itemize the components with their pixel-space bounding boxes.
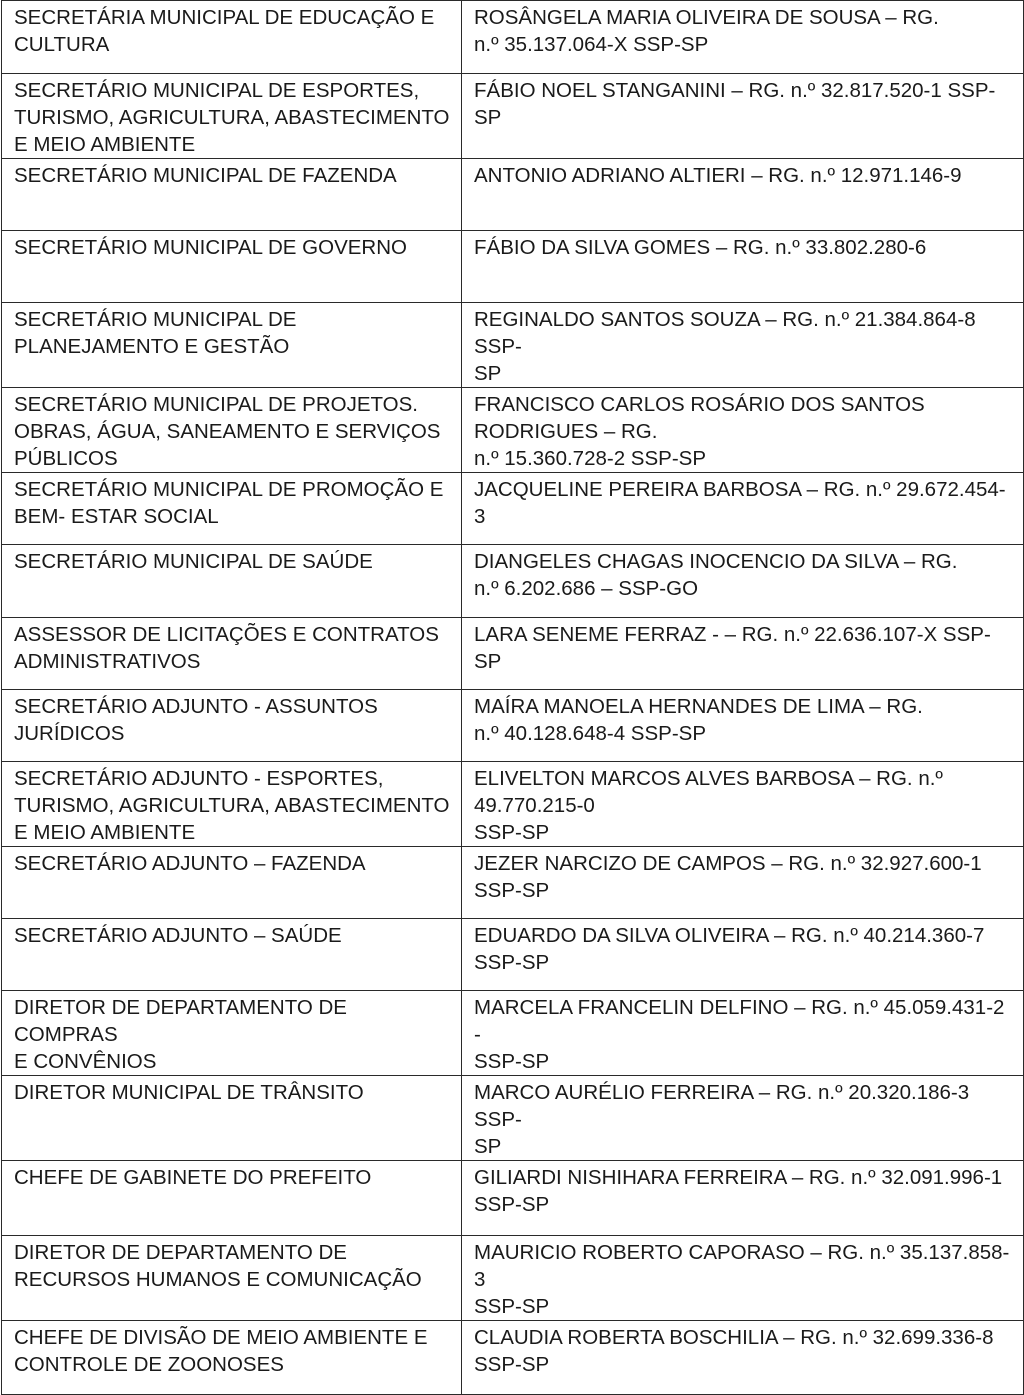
role-cell: SECRETÁRIO MUNICIPAL DE FAZENDA bbox=[2, 159, 462, 231]
table-row bbox=[2, 1161, 1024, 1236]
appointee-cell: ANTONIO ADRIANO ALTIERI – RG. n.º 12.971.146-9 bbox=[462, 159, 1024, 231]
role-cell: CHEFE DE DIVISÃO DE MEIO AMBIENTE E CONTROLE DE ZOONOSES bbox=[2, 1321, 462, 1395]
table-row bbox=[2, 1321, 1024, 1395]
table-row bbox=[2, 762, 1024, 847]
table-row bbox=[2, 388, 1024, 473]
table-row bbox=[2, 159, 1024, 231]
role-cell: SECRETÁRIO MUNICIPAL DE SAÚDE bbox=[2, 545, 462, 618]
appointee-cell: JEZER NARCIZO DE CAMPOS – RG. n.º 32.927.600-1 SSP-SP bbox=[462, 847, 1024, 919]
appointee-cell: FÁBIO NOEL STANGANINI – RG. n.º 32.817.520-1 SSP-SP bbox=[462, 74, 1024, 159]
role-cell: SECRETÁRIO MUNICIPAL DE PLANEJAMENTO E GESTÃO bbox=[2, 303, 462, 388]
table-row bbox=[2, 618, 1024, 690]
role-cell: SECRETÁRIO MUNICIPAL DE GOVERNO bbox=[2, 231, 462, 303]
table-row bbox=[2, 690, 1024, 762]
appointee-cell: MARCO AURÉLIO FERREIRA – RG. n.º 20.320.186-3 SSP- SP bbox=[462, 1076, 1024, 1161]
role-cell: DIRETOR DE DEPARTAMENTO DE COMPRAS E CONVÊNIOS bbox=[2, 991, 462, 1076]
table-row bbox=[2, 919, 1024, 991]
role-cell: SECRETÁRIO ADJUNTO - ESPORTES, TURISMO, AGRICULTURA, ABASTECIMENTO E MEIO AMBIENTE bbox=[2, 762, 462, 847]
appointee-cell: EDUARDO DA SILVA OLIVEIRA – RG. n.º 40.214.360-7 SSP-SP bbox=[462, 919, 1024, 991]
appointee-cell: MAURICIO ROBERTO CAPORASO – RG. n.º 35.137.858-3 SSP-SP bbox=[462, 1236, 1024, 1321]
role-cell: DIRETOR DE DEPARTAMENTO DE RECURSOS HUMANOS E COMUNICAÇÃO bbox=[2, 1236, 462, 1321]
table-row bbox=[2, 1, 1024, 74]
appointments-table-body bbox=[2, 1, 1024, 1395]
table-row bbox=[2, 303, 1024, 388]
appointee-cell: JACQUELINE PEREIRA BARBOSA – RG. n.º 29.672.454-3 bbox=[462, 473, 1024, 545]
table-row bbox=[2, 231, 1024, 303]
table-row bbox=[2, 545, 1024, 618]
role-cell: SECRETÁRIO ADJUNTO – SAÚDE bbox=[2, 919, 462, 991]
appointee-cell: MAÍRA MANOELA HERNANDES DE LIMA – RG. n.º 40.128.648-4 SSP-SP bbox=[462, 690, 1024, 762]
appointee-cell: ROSÂNGELA MARIA OLIVEIRA DE SOUSA – RG. n.º 35.137.064-X SSP-SP bbox=[462, 1, 1024, 74]
role-cell: CHEFE DE GABINETE DO PREFEITO bbox=[2, 1161, 462, 1236]
appointee-cell: DIANGELES CHAGAS INOCENCIO DA SILVA – RG. n.º 6.202.686 – SSP-GO bbox=[462, 545, 1024, 618]
role-cell: SECRETÁRIO MUNICIPAL DE PROMOÇÃO E BEM- ESTAR SOCIAL bbox=[2, 473, 462, 545]
table-row bbox=[2, 1076, 1024, 1161]
role-cell: SECRETÁRIO ADJUNTO – FAZENDA bbox=[2, 847, 462, 919]
appointee-cell: LARA SENEME FERRAZ - – RG. n.º 22.636.107-X SSP-SP bbox=[462, 618, 1024, 690]
appointee-cell: REGINALDO SANTOS SOUZA – RG. n.º 21.384.864-8 SSP- SP bbox=[462, 303, 1024, 388]
role-cell: SECRETÁRIO ADJUNTO - ASSUNTOS JURÍDICOS bbox=[2, 690, 462, 762]
role-cell: SECRETÁRIA MUNICIPAL DE EDUCAÇÃO E CULTURA bbox=[2, 1, 462, 74]
role-cell: SECRETÁRIO MUNICIPAL DE ESPORTES, TURISMO, AGRICULTURA, ABASTECIMENTO E MEIO AMBIENTE bbox=[2, 74, 462, 159]
role-cell: SECRETÁRIO MUNICIPAL DE PROJETOS. OBRAS, ÁGUA, SANEAMENTO E SERVIÇOS PÚBLICOS bbox=[2, 388, 462, 473]
appointments-table bbox=[1, 0, 1024, 1395]
table-row bbox=[2, 991, 1024, 1076]
role-cell: DIRETOR MUNICIPAL DE TRÂNSITO bbox=[2, 1076, 462, 1161]
appointee-cell: FÁBIO DA SILVA GOMES – RG. n.º 33.802.280-6 bbox=[462, 231, 1024, 303]
table-row bbox=[2, 74, 1024, 159]
table-row bbox=[2, 473, 1024, 545]
appointee-cell: MARCELA FRANCELIN DELFINO – RG. n.º 45.059.431-2 - SSP-SP bbox=[462, 991, 1024, 1076]
table-row bbox=[2, 1236, 1024, 1321]
appointee-cell: ELIVELTON MARCOS ALVES BARBOSA – RG. n.º 49.770.215-0 SSP-SP bbox=[462, 762, 1024, 847]
appointee-cell: CLAUDIA ROBERTA BOSCHILIA – RG. n.º 32.699.336-8 SSP-SP bbox=[462, 1321, 1024, 1395]
table-row bbox=[2, 847, 1024, 919]
appointee-cell: FRANCISCO CARLOS ROSÁRIO DOS SANTOS RODRIGUES – RG. n.º 15.360.728-2 SSP-SP bbox=[462, 388, 1024, 473]
appointee-cell: GILIARDI NISHIHARA FERREIRA – RG. n.º 32.091.996-1 SSP-SP bbox=[462, 1161, 1024, 1236]
role-cell: ASSESSOR DE LICITAÇÕES E CONTRATOS ADMINISTRATIVOS bbox=[2, 618, 462, 690]
